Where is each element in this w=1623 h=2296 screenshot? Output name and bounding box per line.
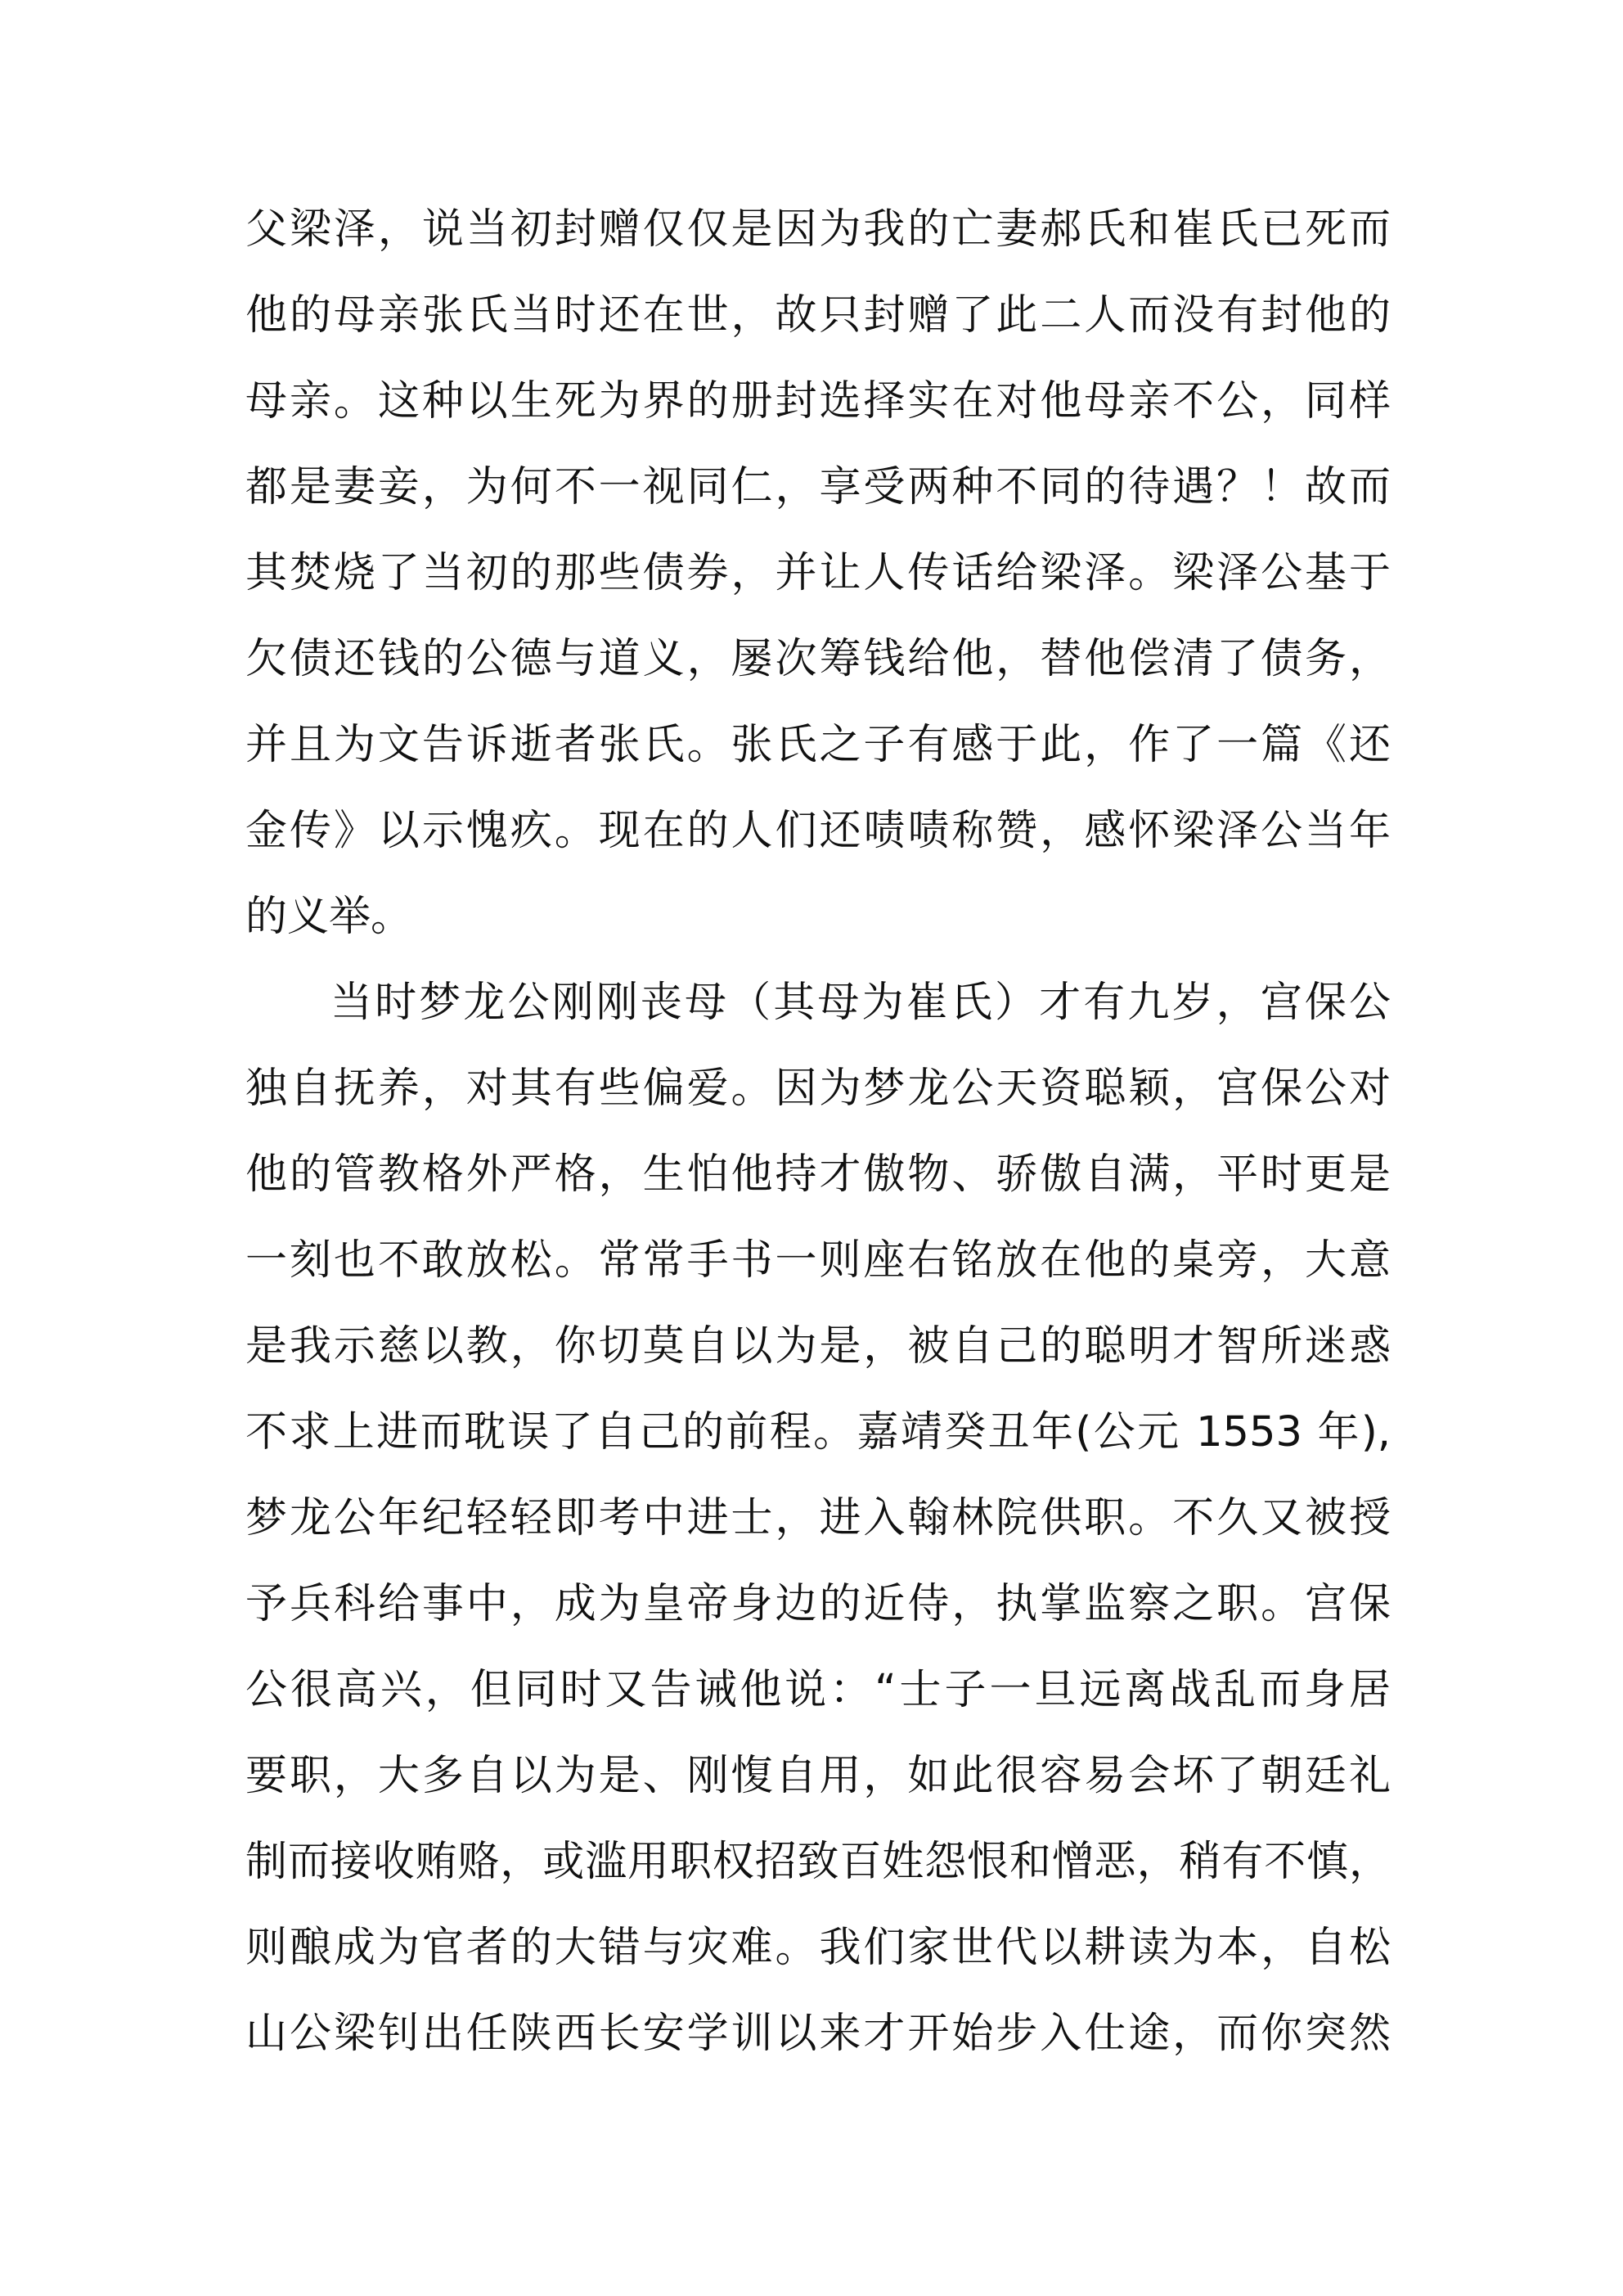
- text-line: 的义举。: [245, 893, 413, 941]
- text-line: 他的母亲张氏当时还在世，故只封赠了此二人而没有封他的: [245, 291, 1391, 340]
- text-line: 则酿成为官者的大错与灾难。我们家世代以耕读为本，自松: [245, 1924, 1391, 1972]
- paragraph-1: [245, 187, 1391, 960]
- paragraph-2: [245, 960, 1391, 2077]
- text-line: 父梁泽，说当初封赠仅仅是因为我的亡妻郝氏和崔氏已死而: [245, 205, 1391, 254]
- text-line: 并且为文告诉逝者张氏。张氏之子有感于此，作了一篇《还: [245, 721, 1391, 769]
- text-line: 他的管教格外严格，生怕他持才傲物、骄傲自满，平时更是: [245, 1150, 1391, 1199]
- text-line: 予兵科给事中，成为皇帝身边的近侍，执掌监察之职。宫保: [245, 1580, 1391, 1628]
- text-line: 金传》以示愧疚。现在的人们还啧啧称赞，感怀梁泽公当年: [245, 807, 1391, 855]
- text-line: 一刻也不敢放松。常常手书一则座右铭放在他的桌旁，大意: [245, 1236, 1391, 1285]
- text-line: 独自抚养，对其有些偏爱。因为梦龙公天资聪颖，宫保公对: [245, 1065, 1391, 1113]
- text-line: 母亲。这种以生死为界的册封选择实在对他母亲不公，同样: [245, 377, 1391, 425]
- text-line: 梦龙公年纪轻轻即考中进士，进入翰林院供职。不久又被授: [245, 1494, 1391, 1542]
- text-line: 制而接收贿赂，或滥用职权招致百姓怨恨和憎恶，稍有不慎，: [245, 1838, 1391, 1886]
- text-line: 不求上进而耽误了自己的前程。嘉靖癸丑年(公元 1553 年),: [245, 1408, 1391, 1456]
- text-line: 山公梁钊出任陕西长安学训以来才开始步入仕途，而你突然: [245, 2010, 1391, 2058]
- text-line: 是我示慈以教，你切莫自以为是，被自己的聪明才智所迷惑: [245, 1322, 1391, 1371]
- text-line: 公很高兴，但同时又告诫他说：“士子一旦远离战乱而身居: [245, 1666, 1391, 1714]
- document-page: [245, 187, 1391, 2077]
- text-line: 当时梦龙公刚刚丧母（其母为崔氏）才有九岁，宫保公: [330, 979, 1391, 1027]
- text-line: 欠债还钱的公德与道义，屡次筹钱给他，替他偿清了债务，: [245, 635, 1391, 683]
- text-line: 其焚烧了当初的那些债券，并让人传话给梁泽。梁泽公基于: [245, 549, 1391, 597]
- text-line: 要职，大多自以为是、刚愎自用，如此很容易会坏了朝廷礼: [245, 1752, 1391, 1800]
- text-line: 都是妻妾，为何不一视同仁，享受两种不同的待遇？！故而: [245, 463, 1391, 511]
